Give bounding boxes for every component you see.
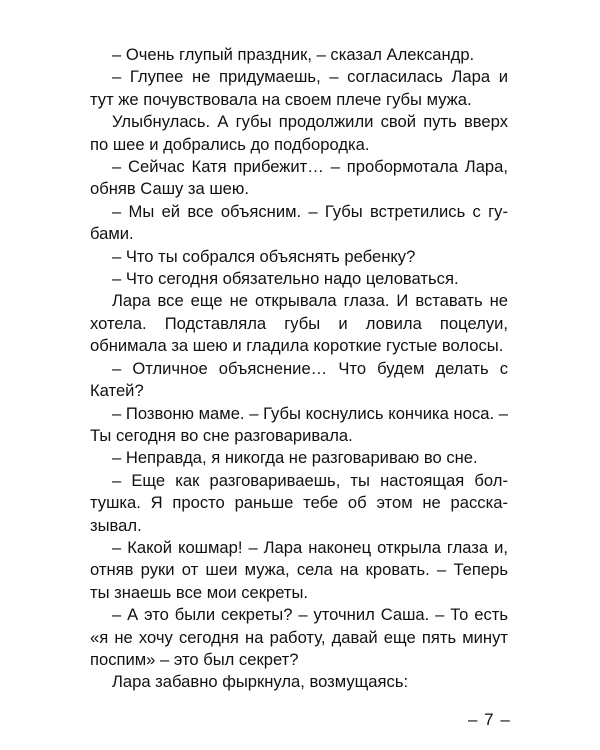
paragraph-11: – Неправда, я никогда не разговариваю во сне. [112,448,478,468]
paragraph-12: – Еще как разговариваешь, ты настоящая болтушка. Я просто раньше тебе об этом не рассказывал. [90,470,508,535]
paragraph-5: – Мы ей все объясним. – Губы встретились с губами. [90,201,508,244]
paragraph-14: – А это были секреты? – уточнил Саша. – То есть «я не хочу сегодня на работу, давай еще пять минут поспим» – это был секрет? [90,605,508,669]
paragraph-9: – Отличное объяснение… Что будем делать с Катей? [90,358,508,401]
page-number: – 7 – [468,710,511,729]
paragraph-7: – Что сегодня обязательно надо целоваться. [112,269,459,289]
paragraph-10: – Позвоню маме. – Губы коснулись кончика носа. – Ты сегодня во сне разговаривала. [90,403,508,445]
paragraph-6: – Что ты собрался объяснять ребенку? [112,246,416,266]
paragraph-4: – Сейчас Катя прибежит… – пробормотала Лара, обняв Сашу за шею. [90,157,508,199]
page-body [90,44,508,694]
paragraph-13: – Какой кошмар! – Лара наконец открыла глаза и, отняв руки от шеи мужа, села на кровать. – Теперь ты знаешь все мои секреты. [90,537,508,602]
paragraph-2: – Глупее не придумаешь, – согласилась Лара и тут же почувствовала на своем плече губы мужа. [90,67,508,109]
paragraph-8: Лара все еще не открывала глаза. И вставать не хотела. Подставляла губы и ловила поцелуи, обнимала за шею и гладила короткие густые волосы. [90,291,508,356]
paragraph-1: – Очень глупый праздник, – сказал Александр. [112,45,475,64]
paragraph-15: Лара забавно фыркнула, возмущаясь: [112,672,409,692]
paragraph-3: Улыбнулась. А губы продолжили свой путь вверх по шее и добрались до подбородка. [90,112,508,154]
